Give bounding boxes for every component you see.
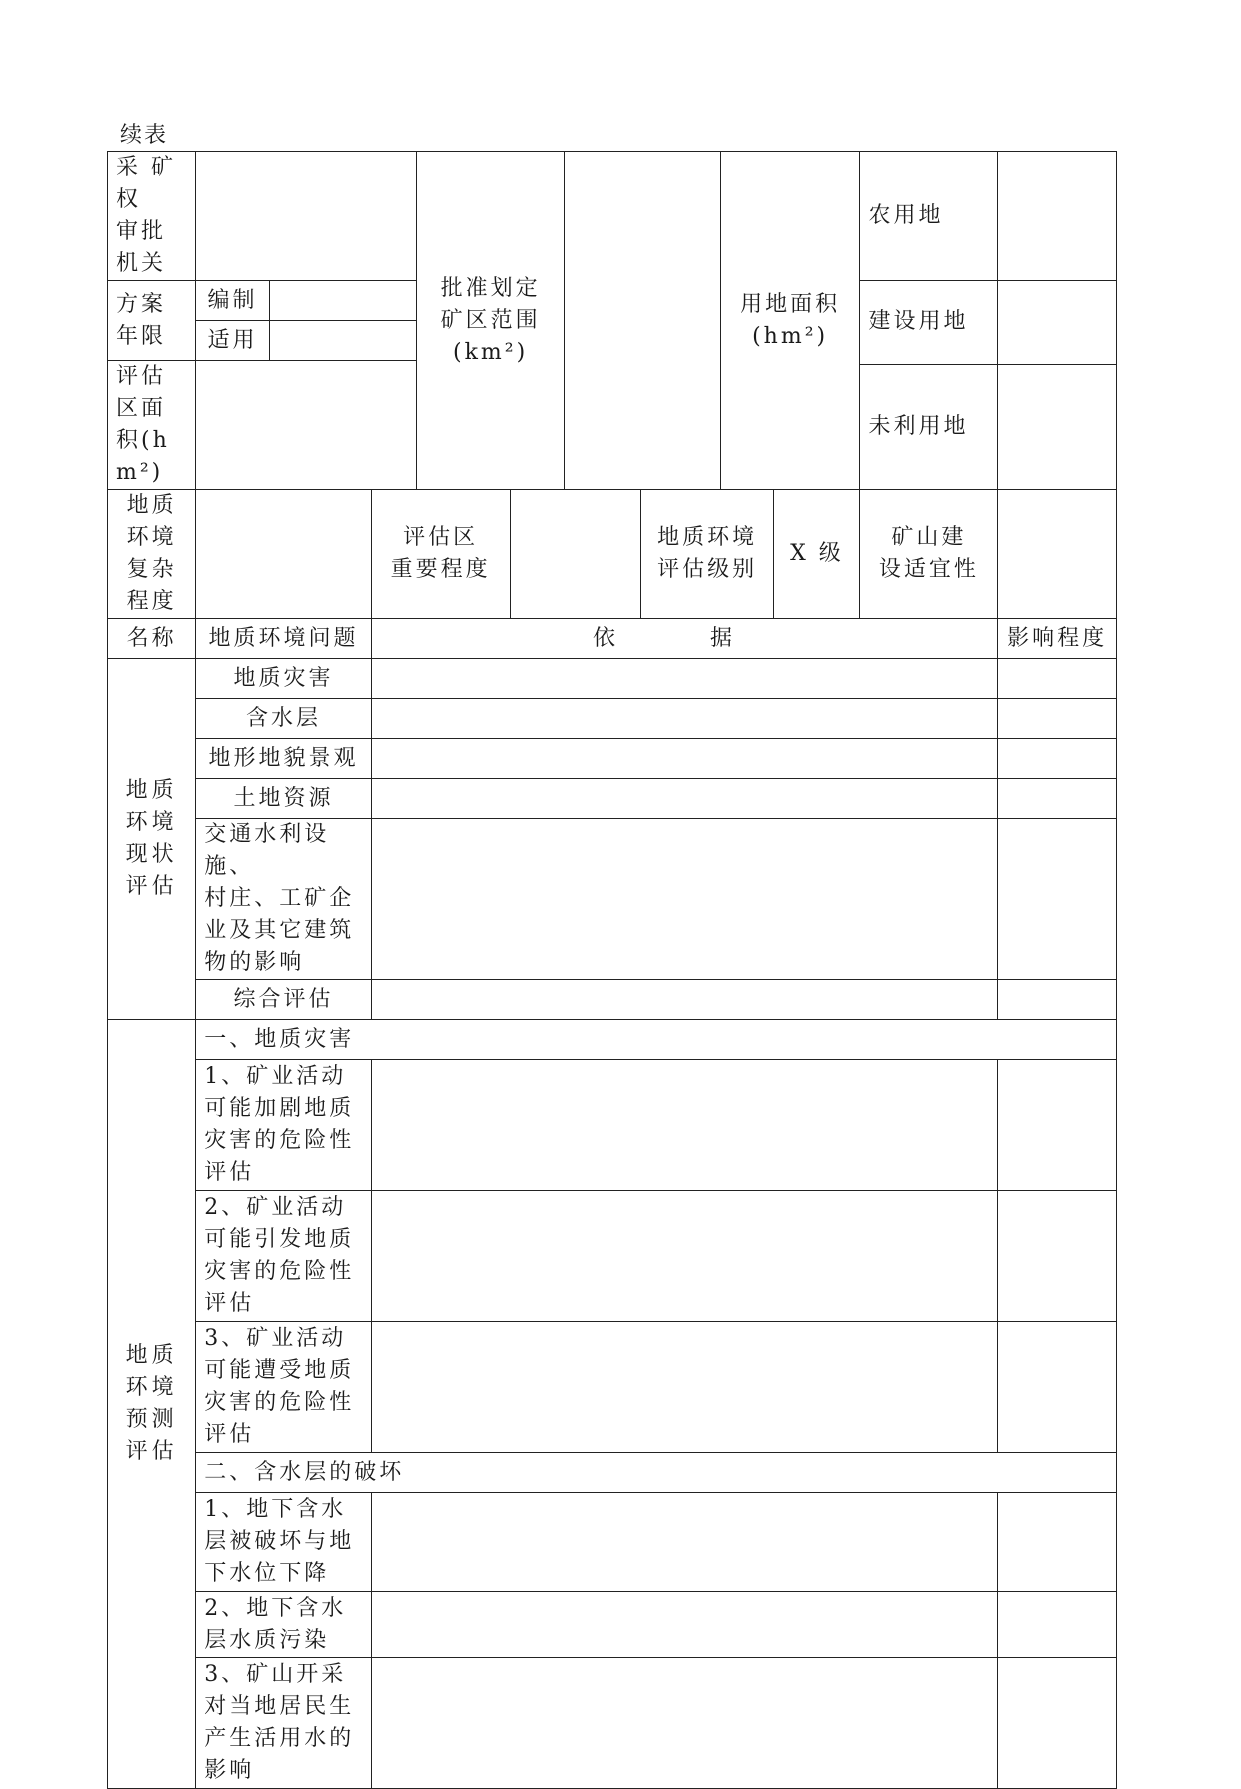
current-item: 地形地貌景观	[196, 739, 372, 779]
current-basis-cell[interactable]	[371, 819, 997, 980]
complexity-label: 地质环境 复杂程度	[108, 490, 196, 619]
current-item: 含水层	[196, 699, 372, 739]
eval-area-value-cell[interactable]	[196, 361, 417, 490]
farmland-value-cell[interactable]	[998, 152, 1117, 281]
eval-area-label: 评估区面 积(hm²)	[108, 361, 196, 490]
forecast-impact-cell[interactable]	[998, 1191, 1117, 1322]
forecast-impact-cell[interactable]	[998, 1060, 1117, 1191]
current-impact-cell[interactable]	[998, 699, 1117, 739]
forecast-basis-cell[interactable]	[371, 1493, 997, 1592]
authority-label: 采 矿 权 审批机关	[108, 152, 196, 281]
current-basis-cell[interactable]	[371, 699, 997, 739]
forecast-item: 3、矿山开采 对当地居民生 产生活用水的 影响	[196, 1658, 372, 1789]
forecast-basis-cell[interactable]	[371, 1322, 997, 1453]
current-basis-cell[interactable]	[371, 980, 997, 1020]
forecast-impact-cell[interactable]	[998, 1658, 1117, 1789]
mine-range-label: 批准划定 矿区范围 (km²)	[417, 152, 565, 490]
forecast-item: 3、矿业活动 可能遭受地质 灾害的危险性 评估	[196, 1322, 372, 1453]
current-assessment-label: 地质 环境 现状 评估	[108, 659, 196, 1020]
assessment-form-table	[107, 151, 1117, 1789]
suitability-value-cell[interactable]	[998, 490, 1117, 619]
col-header-basis	[371, 619, 997, 659]
apply-label: 适用	[196, 321, 270, 361]
authority-value-cell[interactable]	[196, 152, 417, 281]
forecast-basis-cell[interactable]	[371, 1592, 997, 1658]
eval-level-value: X 级	[774, 490, 860, 619]
forecast-basis-cell[interactable]	[371, 1060, 997, 1191]
current-basis-cell[interactable]	[371, 739, 997, 779]
current-item: 综合评估	[196, 980, 372, 1020]
continued-label: 续表	[120, 123, 169, 148]
forecast-impact-cell[interactable]	[998, 1493, 1117, 1592]
current-impact-cell[interactable]	[998, 980, 1117, 1020]
compile-value-cell[interactable]	[269, 281, 416, 321]
current-impact-cell[interactable]	[998, 739, 1117, 779]
forecast-basis-cell[interactable]	[371, 1658, 997, 1789]
current-impact-cell[interactable]	[998, 819, 1117, 980]
forecast-item: 1、地下含水 层被破坏与地 下水位下降	[196, 1493, 372, 1592]
forecast-item: 2、地下含水 层水质污染	[196, 1592, 372, 1658]
forecast-heading-aquifer: 二、含水层的破坏	[196, 1453, 1117, 1493]
complexity-value-cell[interactable]	[196, 490, 372, 619]
col-header-impact: 影响程度	[998, 619, 1117, 659]
current-basis-cell[interactable]	[371, 779, 997, 819]
suitability-label: 矿山建 设适宜性	[860, 490, 998, 619]
farmland-label: 农用地	[860, 152, 998, 281]
current-basis-cell[interactable]	[371, 659, 997, 699]
forecast-assessment-label: 地质 环境 预测 评估	[108, 1020, 196, 1789]
basis-text: 依 据	[592, 625, 776, 651]
importance-label: 评估区 重要程度	[371, 490, 510, 619]
forecast-item: 2、矿业活动 可能引发地质 灾害的危险性 评估	[196, 1191, 372, 1322]
forecast-heading-hazard: 一、地质灾害	[196, 1020, 1117, 1060]
land-area-label: 用地面积 (hm²)	[720, 152, 860, 490]
current-item: 地质灾害	[196, 659, 372, 699]
forecast-item: 1、矿业活动 可能加剧地质 灾害的危险性 评估	[196, 1060, 372, 1191]
col-header-issue: 地质环境问题	[196, 619, 372, 659]
plan-years-label: 方案年限	[108, 281, 196, 361]
forecast-basis-cell[interactable]	[371, 1191, 997, 1322]
forecast-impact-cell[interactable]	[998, 1592, 1117, 1658]
forecast-impact-cell[interactable]	[998, 1322, 1117, 1453]
construction-land-label: 建设用地	[860, 281, 998, 365]
eval-level-label: 地质环境 评估级别	[640, 490, 773, 619]
current-impact-cell[interactable]	[998, 659, 1117, 699]
unused-land-value-cell[interactable]	[998, 364, 1117, 489]
mine-range-value-cell[interactable]	[565, 152, 721, 490]
construction-land-value-cell[interactable]	[998, 281, 1117, 365]
importance-value-cell[interactable]	[510, 490, 640, 619]
compile-label: 编制	[196, 281, 270, 321]
current-item: 土地资源	[196, 779, 372, 819]
unused-land-label: 未利用地	[860, 364, 998, 489]
col-header-name: 名称	[108, 619, 196, 659]
current-impact-cell[interactable]	[998, 779, 1117, 819]
apply-value-cell[interactable]	[269, 321, 416, 361]
current-item: 交通水利设施、 村庄、工矿企 业及其它建筑 物的影响	[196, 819, 372, 980]
